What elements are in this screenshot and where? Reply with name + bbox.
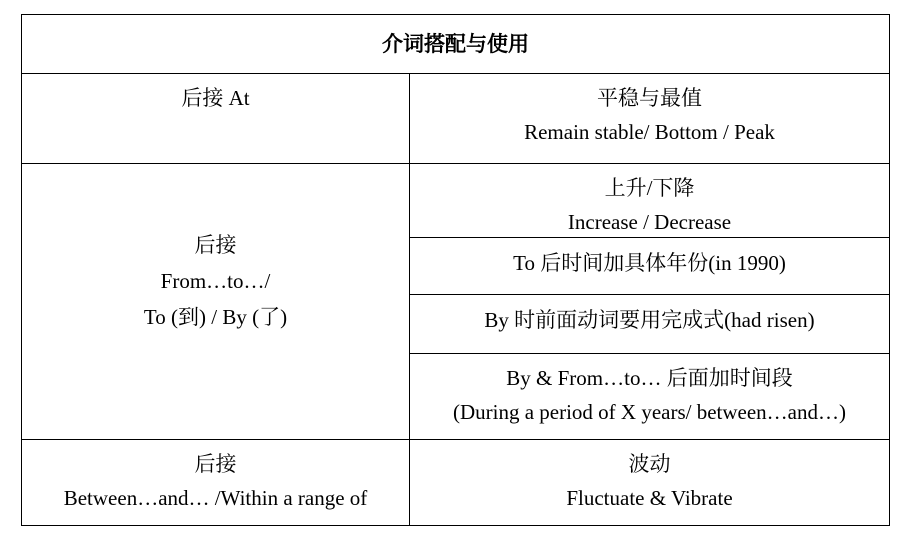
cell-text: By & From…to… 后面加时间段	[506, 366, 793, 390]
cell-text: (During a period of X years/ between…and…)	[452, 400, 847, 424]
divider	[22, 73, 889, 74]
row1-right-cell	[410, 81, 889, 149]
cell-text: To 后时间加具体年份(in 1990)	[513, 251, 786, 275]
cell-text: 后接	[194, 233, 237, 257]
preposition-table	[21, 14, 890, 526]
row3-right-cell	[410, 447, 889, 515]
divider	[22, 439, 889, 440]
row2-right-cell-1	[410, 171, 889, 239]
cell-text: 后接 At	[181, 86, 250, 110]
cell-text: 上升/下降	[604, 176, 695, 200]
cell-text: Remain stable/ Bottom / Peak	[524, 120, 775, 144]
row2-right-cell-3	[410, 303, 889, 337]
cell-text: From…to…/	[160, 269, 271, 293]
cell-text: Between…and… /Within a range of	[63, 486, 368, 510]
table-title	[22, 15, 889, 73]
row1-left-cell	[22, 81, 409, 115]
row3-left-cell	[22, 447, 409, 515]
divider	[409, 294, 889, 295]
cell-text: By 时前面动词要用完成式(had risen)	[484, 308, 815, 332]
cell-text: 后接	[194, 452, 237, 476]
row2-right-cell-4	[410, 361, 889, 429]
cell-text: Fluctuate & Vibrate	[566, 486, 733, 510]
table-title-text: 介词搭配与使用	[382, 32, 529, 56]
row2-right-cell-2	[410, 246, 889, 280]
divider	[409, 353, 889, 354]
divider	[22, 163, 889, 164]
cell-text: 平稳与最值	[597, 86, 702, 110]
cell-text: 波动	[628, 452, 671, 476]
cell-text: Increase / Decrease	[567, 210, 732, 234]
row2-left-cell	[22, 228, 409, 334]
cell-text: To (到) / By (了)	[143, 305, 288, 329]
